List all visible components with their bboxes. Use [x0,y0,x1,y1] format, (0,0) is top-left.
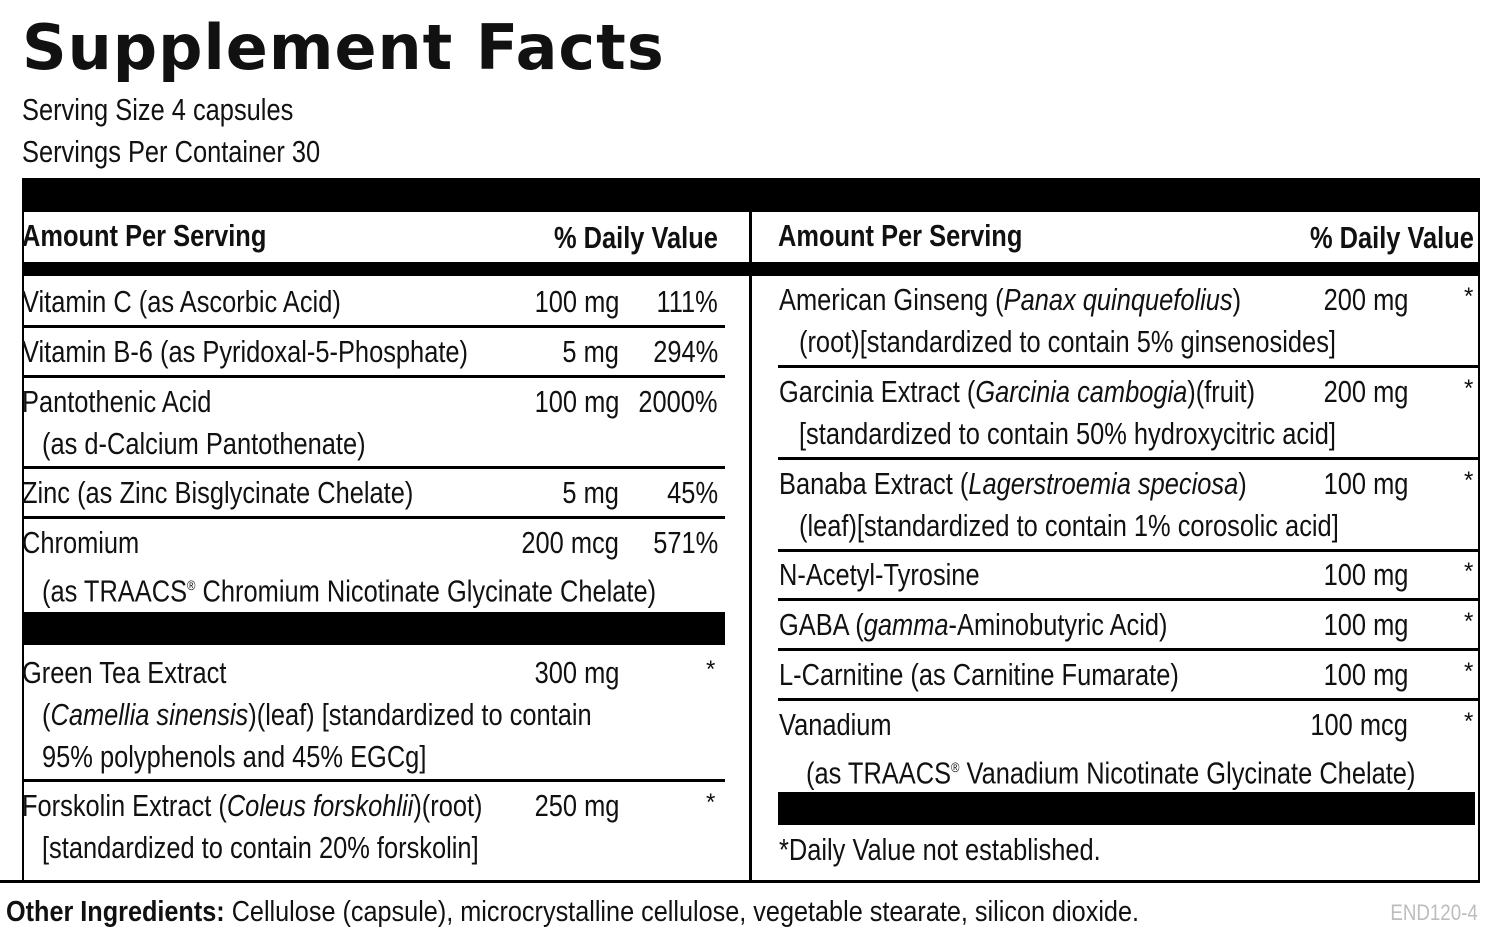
row-divider [22,516,725,519]
nutrient-amount: 5 mg [562,334,619,369]
ingredient-amount: 100 mg [1323,557,1408,592]
left-dv-header: % Daily Value [554,220,718,255]
nutrient-name: Vitamin B-6 (as Pyridoxal-5-Phosphate) [22,334,469,369]
nutrient-dv: 294% [652,334,718,369]
servings-per-container: Servings Per Container 30 [22,134,321,169]
dv-asterisk: * [1464,708,1474,735]
dv-asterisk: * [1464,608,1474,635]
row-divider [778,698,1479,701]
ingredient-amount: 200 mg [1323,282,1408,317]
row-divider [778,598,1479,601]
nutrient-dv: 571% [652,525,718,560]
ingredient-amount: 100 mg [1323,607,1408,642]
left-amount-header: Amount Per Serving [22,218,267,253]
ingredient-name: L-Carnitine (as Carnitine Fumarate) [779,657,1179,692]
ingredient-amount: 200 mg [1323,374,1408,409]
other-ingredients-label: Other Ingredients: [6,896,225,928]
row-divider [22,325,725,328]
dv-asterisk: * [1464,658,1474,685]
ingredient-amount: 100 mg [1323,466,1408,501]
dv-footnote: *Daily Value not established. [779,832,1101,867]
other-ingredients-text: Cellulose (capsule), microcrystalline cellulose, vegetable stearate, silicon dioxide. [224,896,1140,928]
registered-mark: ® [187,577,196,593]
row-divider [22,375,725,378]
ingredient-source: (Camellia sinensis)(leaf) [standardized to contain [42,697,592,732]
registered-mark: ® [951,759,960,775]
ingredient-standardization: [standardized to contain 20% forskolin] [42,830,479,865]
nutrient-source: (as d-Calcium Pantothenate) [42,426,366,461]
nutrient-dv: 45% [667,475,718,510]
frame-bottom-border [0,880,1480,883]
column-divider [749,212,752,882]
nutrient-amount: 200 mcg [521,525,619,560]
dv-asterisk: * [1464,283,1474,310]
nutrient-name: Zinc (as Zinc Bisglycinate Chelate) [22,475,414,510]
ingredient-name: American Ginseng (Panax quinquefolius) [779,282,1242,317]
nutrient-dv: 2000% [638,384,718,419]
right-header-bar [752,262,1478,276]
left-section-bar [22,612,725,645]
nutrient-amount: 100 mg [534,284,619,319]
dv-asterisk: * [706,656,716,683]
serving-size: Serving Size 4 capsules [22,92,294,127]
right-section-bar [778,792,1475,825]
ingredient-name: Garcinia Extract (Garcinia cambogia)(fruit) [779,374,1256,409]
dv-asterisk: * [706,789,716,816]
row-divider [22,779,725,782]
ingredient-standardization: [standardized to contain 50% hydroxycitric acid] [799,416,1336,451]
nutrient-name: Pantothenic Acid [22,384,212,419]
row-divider [778,365,1479,368]
nutrient-name: Vitamin C (as Ascorbic Acid) [22,284,341,319]
ingredient-name: N-Acetyl-Tyrosine [779,557,980,592]
nutrient-source: (as TRAACS® Chromium Nicotinate Glycinate Chelate) [42,573,657,609]
nutrient-amount: 100 mg [534,384,619,419]
ingredient-amount: 300 mg [534,655,619,690]
row-divider [778,648,1479,651]
ingredient-name: Green Tea Extract [22,655,227,690]
other-ingredients [6,894,1139,930]
row-divider [778,549,1479,552]
nutrient-name: Chromium [22,525,140,560]
ingredient-amount: 100 mcg [1310,707,1408,742]
ingredient-name: Banaba Extract (Lagerstroemia speciosa) [779,466,1247,501]
nutrient-amount: 5 mg [562,475,619,510]
ingredient-amount: 250 mg [534,788,619,823]
frame-right-border [1478,178,1480,882]
nutrient-dv: 111% [656,284,718,319]
left-header-bar [22,262,749,276]
row-divider [778,457,1479,460]
row-divider [22,466,725,469]
top-thick-bar [22,178,1480,212]
ingredient-name: GABA (gamma-Aminobutyric Acid) [779,607,1168,642]
dv-asterisk: * [1464,467,1474,494]
ingredient-source: (as TRAACS® Vanadium Nicotinate Glycinate Chelate) [806,755,1416,791]
dv-asterisk: * [1464,558,1474,585]
dv-asterisk: * [1464,375,1474,402]
page-title: Supplement Facts [22,11,665,84]
ingredient-standardization: 95% polyphenols and 45% EGCg] [42,739,427,774]
ingredient-standardization: (leaf)[standardized to contain 1% corosolic acid] [799,508,1339,543]
ingredient-standardization: (root)[standardized to contain 5% ginsenosides] [799,324,1336,359]
ingredient-name: Vanadium [779,707,892,742]
right-dv-header: % Daily Value [1310,220,1474,255]
right-amount-header: Amount Per Serving [778,218,1023,253]
product-code: END120-4 [1390,900,1478,925]
ingredient-amount: 100 mg [1323,657,1408,692]
ingredient-name: Forskolin Extract (Coleus forskohlii)(root) [22,788,483,823]
